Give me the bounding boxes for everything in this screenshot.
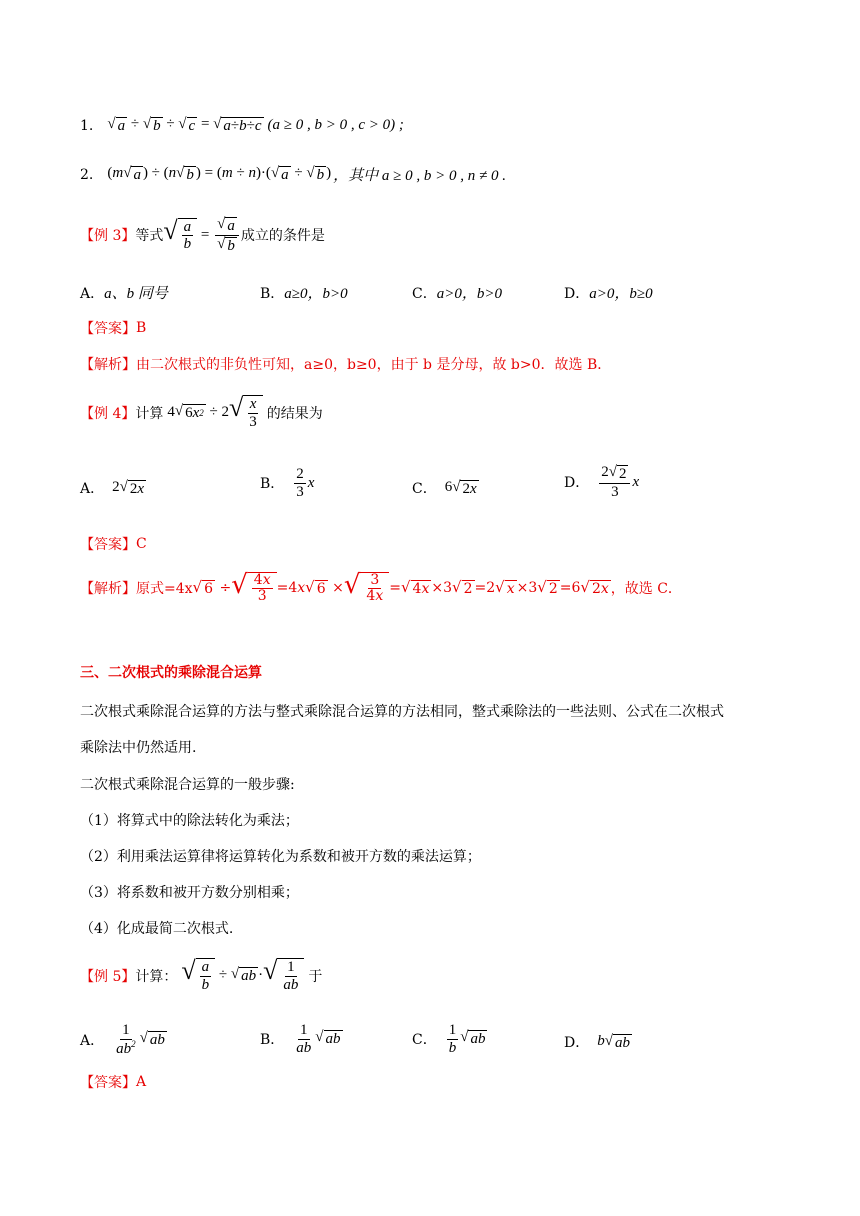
- example-3-equation: √ $\frac{a}{b}$ = √ a √ b: [163, 216, 240, 254]
- option-letter: D．: [564, 475, 590, 491]
- analysis-tag: 【解析】: [80, 357, 136, 373]
- option-c-expression: 6 √ 2 x: [444, 478, 477, 497]
- option-a-expression: $\frac{1}{ab^2}$ √ ab: [116, 1022, 165, 1057]
- rule-2-formula: (m √ a ) ÷ (n √ b ) = (m ÷ n)·( √ a ÷ √ b ): [107, 165, 332, 183]
- example-5-stem-pre: 计算：: [135, 968, 178, 985]
- example-3-analysis: [80, 354, 611, 374]
- example-3-answer: [80, 318, 146, 338]
- example-4-option-b[interactable]: [260, 466, 314, 500]
- example-5-stem-post: 于: [308, 968, 323, 985]
- option-b-expression: $\frac{2}{3}$ x: [296, 466, 315, 500]
- rule-2: [80, 164, 506, 185]
- answer-value: B: [136, 320, 147, 336]
- section-3-paragraph-line-2: 乘除法中仍然适用.: [80, 740, 197, 756]
- example-5-tag: 【例 5】: [80, 968, 136, 985]
- option-text: a>0，b>0: [436, 286, 502, 302]
- rule-1-formula: √ a ÷ √ b ÷ √ c = √ a ÷ b ÷ c: [107, 116, 262, 134]
- example-4-expression: 4 √ 6 x 2 ÷ 2 √ $\frac{x}{3}$: [167, 395, 262, 430]
- rule-1-condition: (a ≥ 0 , b > 0 , c > 0) ;: [267, 117, 404, 133]
- analysis-expression: √ 6 ÷ √ $\frac{4x}{3}$ =4x √ 6 × √ $\frac{3}{4x}$ = √ 4 x ×3 √ 2 =2 √ x ×3 √ 2 =6 √ 2 x: [192, 570, 609, 605]
- analysis-post: ，故选 C．: [610, 581, 682, 598]
- option-letter: D．: [564, 285, 590, 302]
- example-3-stem-pre: 等式: [135, 228, 164, 244]
- option-letter: C．: [412, 1032, 437, 1048]
- example-4-stem-pre: 计算: [135, 405, 164, 422]
- answer-tag: 【答案】: [80, 537, 136, 553]
- example-3-stem-post: 成立的条件是: [240, 228, 325, 244]
- answer-tag: 【答案】: [80, 1075, 136, 1091]
- example-4-stem: [80, 395, 323, 430]
- example-4-analysis: [80, 572, 682, 605]
- example-3-option-c[interactable]: [412, 282, 502, 303]
- option-letter: C．: [412, 481, 437, 497]
- option-letter: D．: [564, 1035, 590, 1051]
- option-text: a、b 同号: [104, 286, 168, 302]
- example-5-expression: √ $\frac{a}{b}$ ÷ √ ab · √ $\frac{1}{ab}$: [181, 958, 304, 993]
- rule-1-number: 1.: [80, 117, 94, 134]
- example-3-option-b[interactable]: [260, 282, 348, 303]
- option-c-expression: $\frac{1}{b}$ √ ab: [448, 1022, 486, 1056]
- answer-tag: 【答案】: [80, 321, 136, 337]
- answer-value: A: [136, 1074, 147, 1090]
- option-d-expression: b √ ab: [597, 1032, 630, 1051]
- analysis-pre: 原式=4x: [136, 581, 193, 598]
- section-3-heading: 三、二次根式的乘除混合运算: [80, 665, 262, 681]
- option-letter: C．: [412, 285, 437, 302]
- option-d-expression: 2 √ 2 3 x: [601, 464, 640, 500]
- section-3-step-1: （1）将算式中的除法转化为乘法；: [80, 813, 299, 829]
- example-3-option-a[interactable]: [80, 282, 168, 303]
- option-text: a≥0，b>0: [284, 286, 348, 302]
- section-3-step-4: （4）化成最简二次根式.: [80, 921, 234, 937]
- option-a-expression: 2 √ 2 x: [112, 478, 145, 497]
- example-3-tag: 【例 3】: [80, 228, 136, 244]
- analysis-tag: 【解析】: [80, 581, 136, 598]
- rule-2-number: 2.: [80, 166, 94, 183]
- option-text: a>0，b≥0: [589, 286, 653, 302]
- option-letter: B．: [260, 1032, 285, 1048]
- section-3-step-2: （2）利用乘法运算律将运算转化为系数和被开方数的乘法运算；: [80, 849, 481, 865]
- example-5-stem: [80, 958, 322, 993]
- option-letter: A．: [80, 1032, 105, 1049]
- rule-1: [80, 116, 404, 135]
- example-4-tag: 【例 4】: [80, 405, 136, 422]
- example-5-option-a[interactable]: [80, 1022, 167, 1057]
- section-3-steps-intro: 二次根式乘除混合运算的一般步骤:: [80, 777, 295, 793]
- example-4-answer: [80, 534, 147, 554]
- answer-value: C: [136, 536, 147, 552]
- option-letter: B．: [260, 285, 285, 302]
- example-3-stem: [80, 216, 325, 254]
- rule-2-condition: ，其中 a ≥ 0 , b > 0 , n ≠ 0 .: [333, 168, 506, 184]
- example-5-answer: [80, 1072, 146, 1092]
- example-4-option-a[interactable]: [80, 478, 146, 498]
- example-5-option-c[interactable]: [412, 1022, 487, 1056]
- example-5-option-b[interactable]: [260, 1022, 343, 1056]
- example-4-stem-post: 的结果为: [266, 405, 323, 422]
- option-letter: A．: [80, 481, 105, 497]
- section-3-paragraph-line-1: 二次根式乘除混合运算的方法与整式乘除混合运算的方法相同，整式乘除法的一些法则、公式在二次根式: [80, 704, 724, 720]
- example-4-option-c[interactable]: [412, 478, 479, 498]
- option-letter: B．: [260, 476, 285, 492]
- section-3-step-3: （3）将系数和被开方数分别相乘；: [80, 885, 299, 901]
- example-5-option-d[interactable]: [564, 1032, 632, 1052]
- option-letter: A．: [80, 285, 105, 302]
- example-4-option-d[interactable]: [564, 464, 639, 500]
- analysis-text: 由二次根式的非负性可知，a≥0，b≥0，由于 b 是分母，故 b>0．故选 B．: [136, 357, 612, 373]
- option-b-expression: $\frac{1}{ab}$ √ ab: [296, 1022, 341, 1056]
- example-3-option-d[interactable]: [564, 282, 653, 303]
